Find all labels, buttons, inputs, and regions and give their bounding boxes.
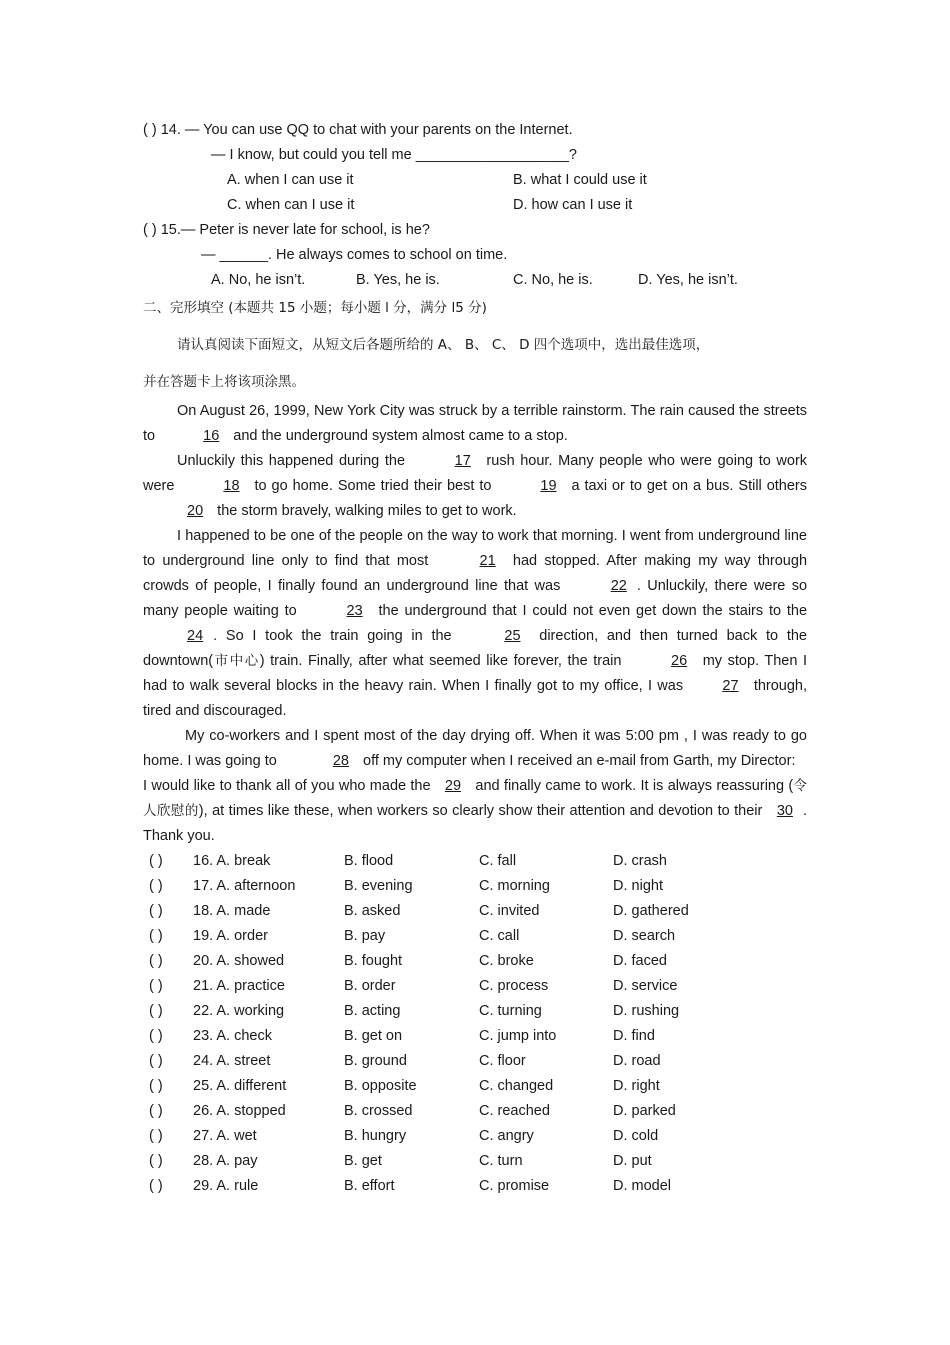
choice-option-c: C. invited	[479, 903, 540, 919]
choice-option-a: 17. A. afternoon	[193, 878, 296, 894]
chinese-gloss-downtown: 市中心	[213, 653, 260, 669]
choice-option-c: C. call	[479, 928, 520, 944]
choice-option-b: B. ground	[344, 1053, 407, 1069]
answer-blank: ( )	[149, 953, 163, 969]
choice-option-c: C. angry	[479, 1128, 534, 1144]
choice-option-d: D. service	[613, 978, 678, 994]
choice-row	[143, 874, 807, 899]
chinese-gloss-reassuring: 令人欣慰的	[143, 778, 808, 819]
choice-option-a: 16. A. break	[193, 853, 271, 869]
section-2-title: 二、完形填空 (本题共 15 小题；每小题 l 分，满分 l5 分)	[143, 300, 487, 316]
blank-27: 27	[722, 678, 739, 694]
choice-option-b: B. acting	[344, 1003, 401, 1019]
question-15-option-a: A. No, he isn’t.	[211, 272, 306, 288]
choice-row	[143, 899, 807, 924]
question-14-option-d: D. how can I use it	[513, 197, 633, 213]
question-15-option-d: D. Yes, he isn’t.	[638, 272, 738, 288]
choice-row	[143, 849, 807, 874]
blank-29: 29	[444, 778, 462, 794]
question-15-options-row	[143, 268, 807, 293]
question-14-option-a: A. when I can use it	[227, 172, 354, 188]
choice-option-c: C. promise	[479, 1178, 550, 1194]
choice-option-b: B. hungry	[344, 1128, 407, 1144]
answer-blank: ( )	[149, 878, 163, 894]
answer-blank: ( )	[149, 1003, 163, 1019]
choice-option-c: C. reached	[479, 1103, 550, 1119]
choice-option-d: D. put	[613, 1153, 652, 1169]
choice-option-a: 19. A. order	[193, 928, 268, 944]
answer-blank: ( )	[149, 903, 163, 919]
answer-blank: ( )	[149, 978, 163, 994]
choice-option-d: D. find	[613, 1028, 655, 1044]
passage-paragraph-4: My co-workers and I spent most of the day drying off. When it was 5:00 pm , I was ready to go home. I was going to 28 off my computer when I received an e-mail from Garth, my Director:	[143, 724, 807, 774]
answer-blank: ( )	[149, 1078, 163, 1094]
answer-blank: ( )	[149, 1053, 163, 1069]
choice-option-c: C. changed	[479, 1078, 554, 1094]
choice-row	[143, 1049, 807, 1074]
answer-blank: ( )	[149, 1103, 163, 1119]
choice-option-c: C. floor	[479, 1053, 526, 1069]
blank-28: 28	[332, 753, 349, 769]
passage-paragraph-3: I happened to be one of the people on the way to work that morning. I went from underground line to underground line only to find that most 21 had stopped. After making my way through crowds of people, I finally found an underground line that was 22 . Unluckily, there were so many people waiting to 23 the underground that I could not even get down the stairs to the 24 . So I took the train going in the 25 direction, and then turned back to the downtown(市中心) train. Finally, after what seemed like forever, the train 26 my stop. Then I had to walk several blocks in the heavy rain. When I finally got to my office, I was 27 through, tired and discouraged.	[143, 528, 808, 719]
choice-option-b: B. pay	[344, 928, 386, 944]
blank-21: 21	[479, 553, 496, 569]
question-15-option-c: C. No, he is.	[513, 272, 593, 288]
blank-18: 18	[223, 478, 240, 494]
choice-row	[143, 1174, 807, 1199]
passage-paragraph-1: On August 26, 1999, New York City was struck by a terrible rainstorm. The rain caused the streets to 16 and the underground system almost came to a stop.	[143, 399, 807, 449]
choice-row	[143, 1024, 807, 1049]
section-2-instruction-line-1: 请认真阅读下面短文，从短文后各题所给的 A、 B、 C、 D 四个选项中，选出最佳选项，	[177, 337, 710, 353]
choice-option-a: 22. A. working	[193, 1003, 285, 1019]
choice-option-c: C. turn	[479, 1153, 523, 1169]
choice-row	[143, 974, 807, 999]
blank-17: 17	[454, 453, 471, 469]
question-14-option-b: B. what I could use it	[513, 172, 647, 188]
choice-option-c: C. process	[479, 978, 549, 994]
choice-option-b: B. asked	[344, 903, 401, 919]
choice-row	[143, 999, 807, 1024]
question-14-options-row-1	[143, 168, 807, 193]
choice-option-a: 25. A. different	[193, 1078, 287, 1094]
choice-option-b: B. get	[344, 1153, 382, 1169]
choice-option-d: D. night	[613, 878, 663, 894]
choice-option-d: D. model	[613, 1178, 672, 1194]
question-14-stem: ( ) 14. — You can use QQ to chat with your parents on the Internet.	[143, 122, 573, 138]
answer-blank: ( )	[149, 1153, 163, 1169]
exam-page	[143, 118, 807, 1199]
question-14-options-row-2	[143, 193, 807, 218]
choice-option-b: B. crossed	[344, 1103, 413, 1119]
choice-option-b: B. flood	[344, 853, 394, 869]
cloze-passage	[143, 399, 807, 849]
question-14-reply: — I know, but could you tell me ___________________?	[211, 147, 577, 163]
choice-option-b: B. order	[344, 978, 396, 994]
choice-option-c: C. jump into	[479, 1028, 557, 1044]
answer-blank: ( )	[149, 928, 163, 944]
blank-26: 26	[671, 653, 688, 669]
blank-20: 20	[187, 503, 204, 519]
question-15-reply: — ______. He always comes to school on time.	[201, 247, 508, 263]
choice-option-a: 28. A. pay	[193, 1153, 258, 1169]
choice-option-a: 24. A. street	[193, 1053, 271, 1069]
choice-option-a: 18. A. made	[193, 903, 271, 919]
question-14-option-c: C. when can I use it	[227, 197, 355, 213]
choice-row	[143, 1099, 807, 1124]
passage-paragraph-5: I would like to thank all of you who made the 29 and finally came to work. It is always reassuring (令人欣慰的), at times like these, when workers so clearly show their attention and devotion to their 30 . Thank you.	[143, 774, 807, 849]
choice-option-c: C. broke	[479, 953, 534, 969]
choice-option-d: D. parked	[613, 1103, 676, 1119]
choice-option-d: D. gathered	[613, 903, 689, 919]
choice-option-d: D. faced	[613, 953, 667, 969]
choice-option-a: 26. A. stopped	[193, 1103, 286, 1119]
question-15-stem: ( ) 15.— Peter is never late for school, is he?	[143, 222, 430, 238]
choice-row	[143, 924, 807, 949]
choice-option-d: D. road	[613, 1053, 661, 1069]
blank-16: 16	[203, 428, 220, 444]
choice-row	[143, 1074, 807, 1099]
blank-25: 25	[504, 628, 521, 644]
blank-24: 24	[187, 628, 204, 644]
blank-30: 30	[776, 803, 793, 819]
choice-option-d: D. search	[613, 928, 676, 944]
choice-row	[143, 1149, 807, 1174]
choice-option-d: D. crash	[613, 853, 667, 869]
answer-blank: ( )	[149, 1128, 163, 1144]
section-2-instruction-line-2: 并在答题卡上将该项涂黑。	[143, 374, 305, 390]
question-15-option-b: B. Yes, he is.	[356, 272, 440, 288]
choice-option-b: B. fought	[344, 953, 403, 969]
choice-option-b: B. effort	[344, 1178, 395, 1194]
choice-option-a: 27. A. wet	[193, 1128, 257, 1144]
choice-option-b: B. opposite	[344, 1078, 417, 1094]
blank-19: 19	[540, 478, 557, 494]
choice-option-b: B. get on	[344, 1028, 403, 1044]
choice-option-b: B. evening	[344, 878, 413, 894]
choice-row	[143, 949, 807, 974]
answer-blank: ( )	[149, 1028, 163, 1044]
choice-option-a: 20. A. showed	[193, 953, 285, 969]
blank-23: 23	[346, 603, 363, 619]
blank-22: 22	[610, 578, 627, 594]
passage-paragraph-2: Unluckily this happened during the 17 rush hour. Many people who were going to work were 18 to go home. Some tried their best to 19 a taxi or to get on a bus. Still others 20 the storm bravely, walking miles to get to work.	[143, 449, 807, 524]
choice-option-d: D. right	[613, 1078, 660, 1094]
choice-option-c: C. turning	[479, 1003, 542, 1019]
choice-option-a: 29. A. rule	[193, 1178, 259, 1194]
answer-blank: ( )	[149, 853, 163, 869]
choice-option-c: C. morning	[479, 878, 550, 894]
choices-list	[143, 849, 807, 1199]
choice-option-d: D. cold	[613, 1128, 659, 1144]
choice-option-a: 21. A. practice	[193, 978, 285, 994]
choice-option-c: C. fall	[479, 853, 517, 869]
answer-blank: ( )	[149, 1178, 163, 1194]
choice-option-d: D. rushing	[613, 1003, 680, 1019]
choice-row	[143, 1124, 807, 1149]
choice-option-a: 23. A. check	[193, 1028, 272, 1044]
